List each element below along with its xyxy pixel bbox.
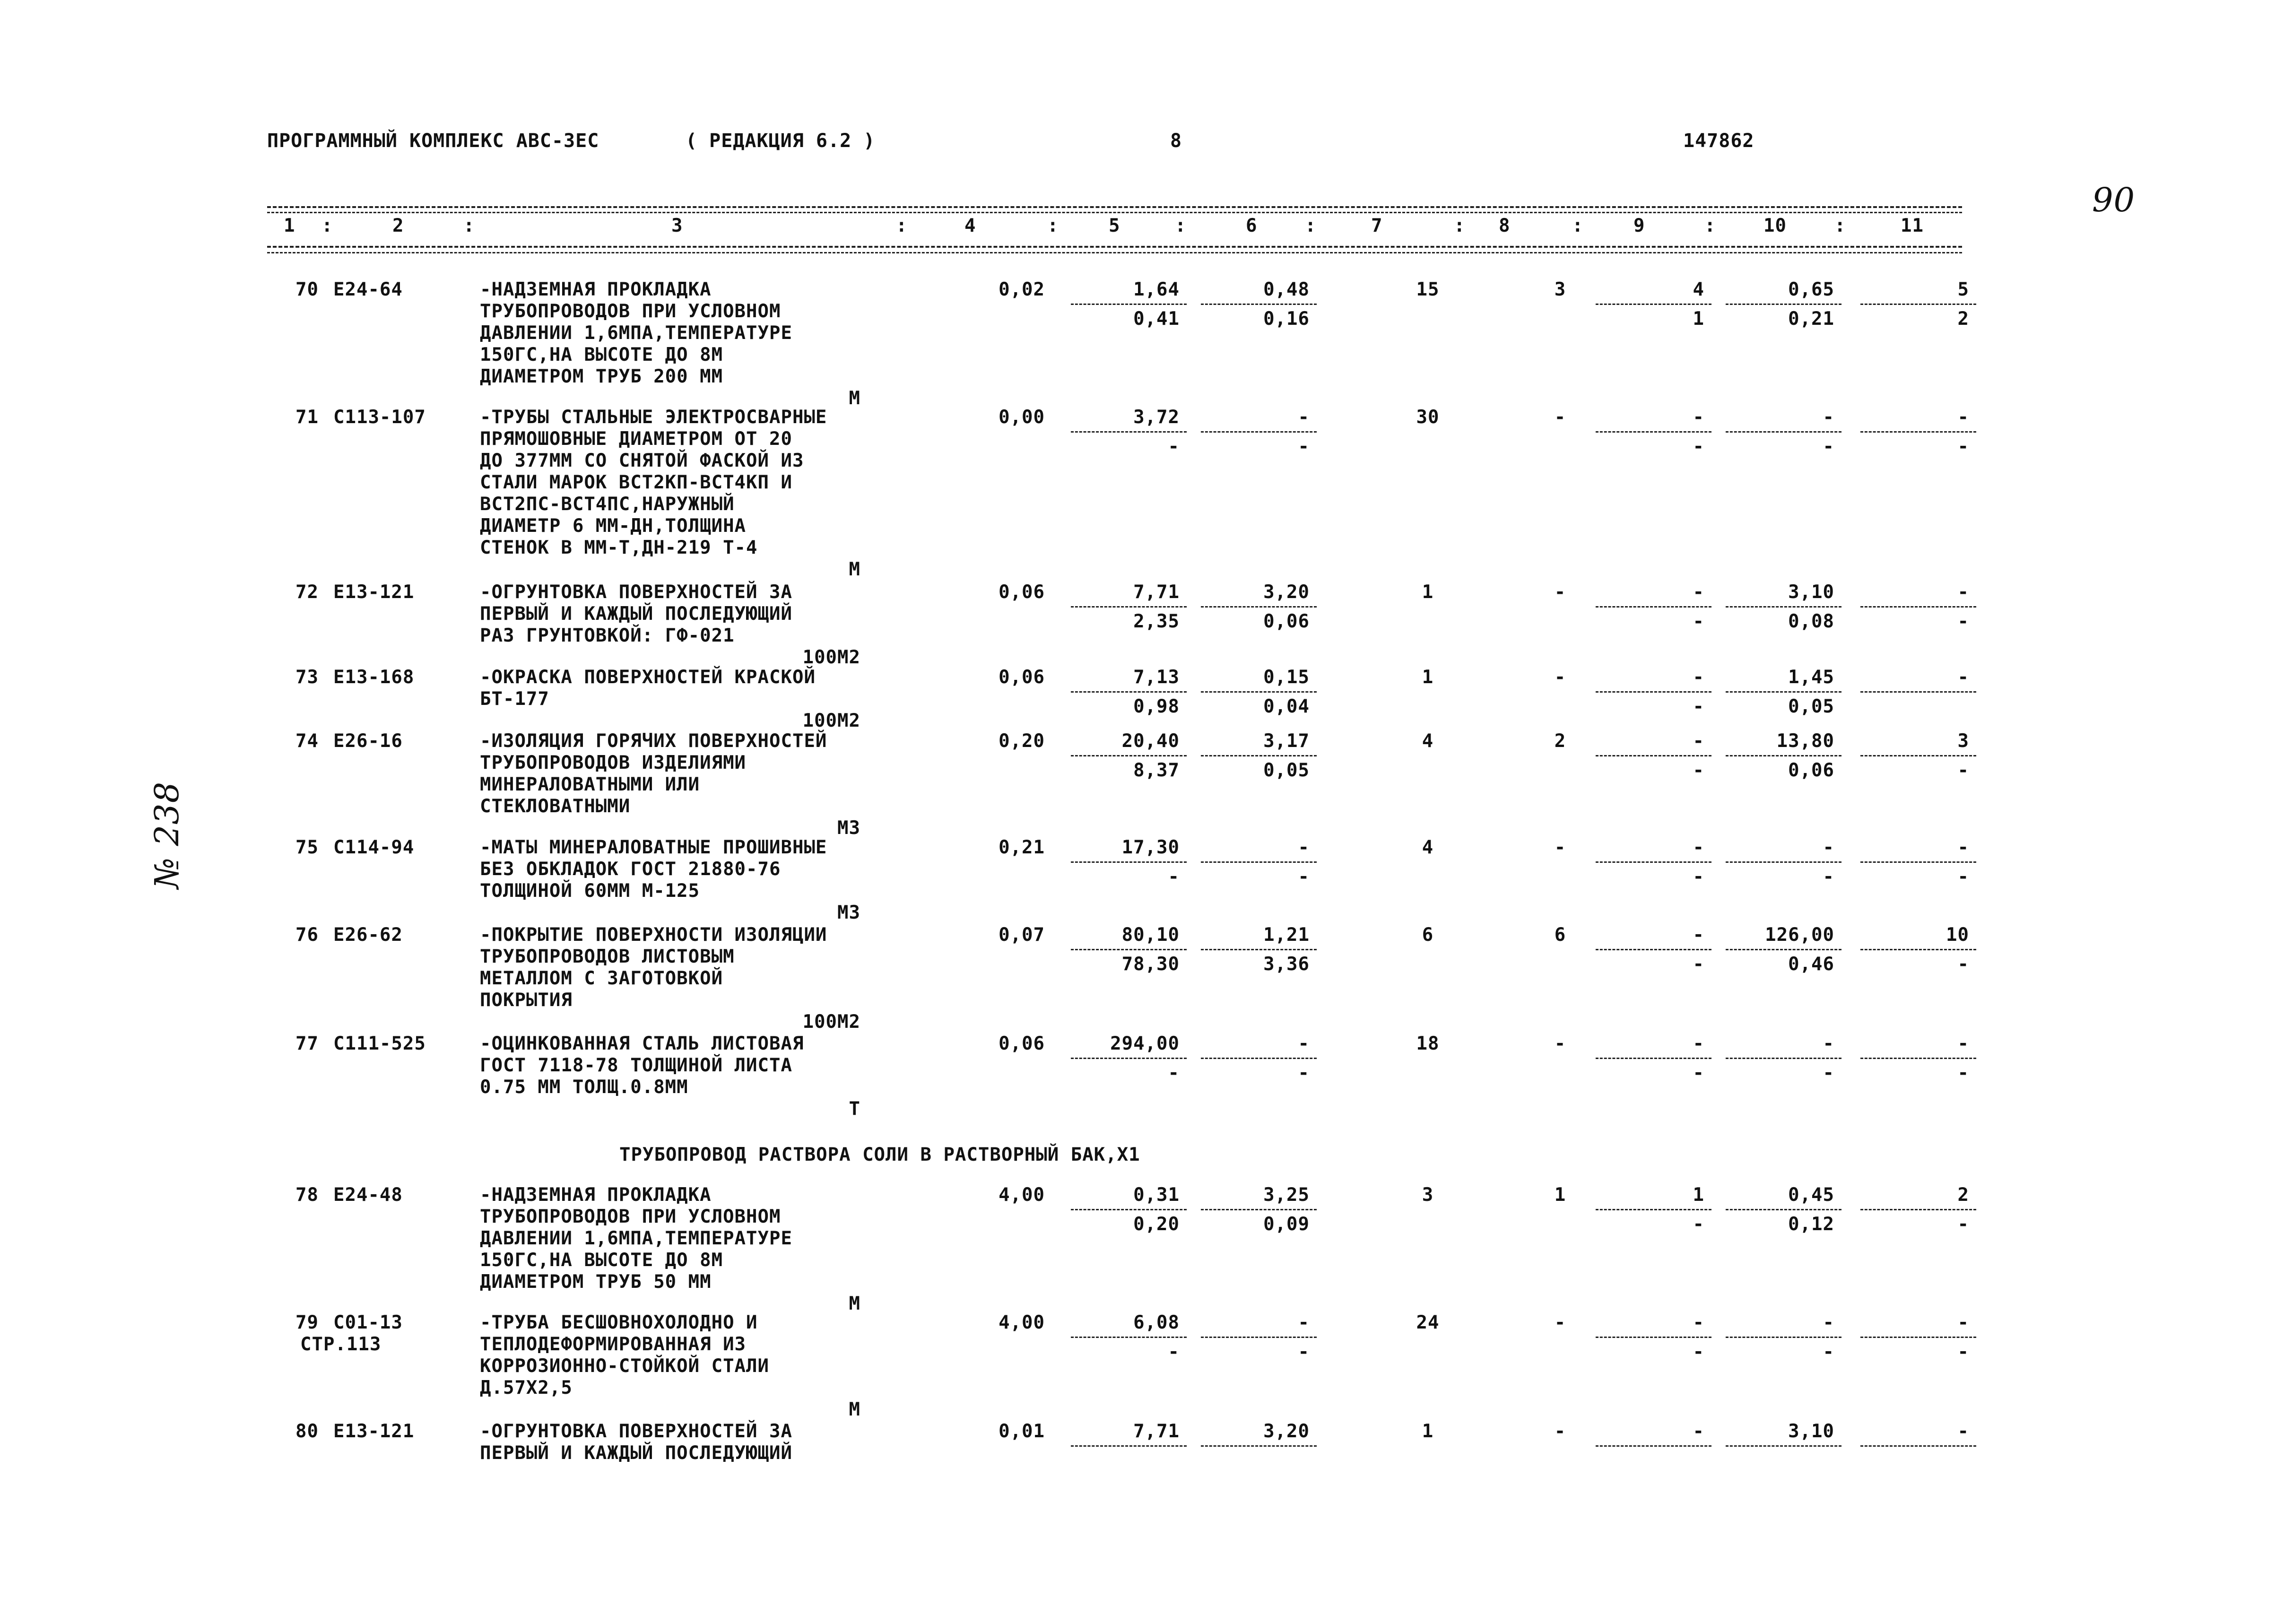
row-description-line: -МАТЫ МИНЕРАЛОВАТНЫЕ ПРОШИВНЫЕ	[480, 837, 827, 858]
row-description-line: МИНЕРАЛОВАТНЫМИ ИЛИ	[480, 774, 700, 795]
row-number: 77	[295, 1033, 319, 1054]
row-description-line: -ОЦИНКОВАННАЯ СТАЛЬ ЛИСТОВАЯ	[480, 1033, 804, 1054]
page-number: 8	[1170, 130, 1182, 152]
row-description-line: ТРУБОПРОВОДОВ ЛИСТОВЫМ	[480, 946, 735, 967]
row-description-line: ДИАМЕТРОМ ТРУБ 50 ММ	[480, 1271, 712, 1293]
row-number: 79	[295, 1312, 319, 1333]
cell-c5-top: 3,72	[1133, 407, 1180, 428]
cell-c6-bottom: -	[1298, 1062, 1310, 1084]
cell-c10-top: 3,10	[1788, 1421, 1834, 1442]
cell-c6-bottom: 0,05	[1263, 760, 1310, 781]
cell-c5-bottom: 8,37	[1133, 760, 1180, 781]
row-description-line: ТРУБОПРОВОДОВ ПРИ УСЛОВНОМ	[480, 1206, 781, 1227]
cell-c10-top: -	[1823, 1033, 1834, 1054]
cell-c5-top: 1,64	[1133, 279, 1180, 300]
cell-c11-top: 2	[1957, 1184, 1969, 1206]
cell-col4: 4,00	[999, 1312, 1045, 1333]
fraction-line	[1596, 1058, 1711, 1059]
fraction-line	[1596, 1209, 1711, 1210]
cell-c10-bottom: 0,12	[1788, 1214, 1834, 1235]
row-description-line: ДИАМЕТР 6 ММ-ДН,ТОЛЩИНА	[480, 515, 747, 537]
row-unit: 100М2	[802, 647, 860, 668]
row-description-line: РАЗ ГРУНТОВКОЙ: ГФ-021	[480, 625, 735, 646]
row-description-line: ТРУБОПРОВОДОВ ИЗДЕЛИЯМИ	[480, 752, 747, 773]
row-unit: М	[849, 388, 860, 409]
cell-c11-top: -	[1957, 1421, 1969, 1442]
cell-c9-top: -	[1693, 1312, 1704, 1333]
row-description-line: СТЕНОК В ММ-Т,ДН-219 Т-4	[480, 537, 758, 558]
table-top-rule	[267, 206, 1962, 208]
column-separator: :	[1047, 215, 1059, 236]
row-description-line: МЕТАЛЛОМ С ЗАГОТОВКОЙ	[480, 968, 723, 989]
row-description-line: -ОКРАСКА ПОВЕРХНОСТЕЙ КРАСКОЙ	[480, 667, 816, 688]
cell-c5-top: 20,40	[1121, 730, 1180, 752]
row-description-line: -НАДЗЕМНАЯ ПРОКЛАДКА	[480, 1184, 712, 1206]
row-unit: М	[849, 1399, 860, 1420]
cell-c5-top: 7,13	[1133, 667, 1180, 688]
cell-c11-bottom: -	[1957, 866, 1969, 887]
cell-c10-top: 126,00	[1765, 924, 1834, 946]
cell-c10-bottom: -	[1823, 1062, 1834, 1084]
cell-c11-top: 10	[1946, 924, 1969, 946]
fraction-line	[1201, 431, 1317, 433]
cell-c10-top: 13,80	[1776, 730, 1834, 752]
cell-c9-top: -	[1693, 582, 1704, 603]
cell-c11-bottom: -	[1957, 1062, 1969, 1084]
fraction-line	[1860, 431, 1976, 433]
program-title: ПРОГРАММНЫЙ КОМПЛЕКС АВС-ЗЕС	[267, 130, 599, 152]
row-description-line: КОРРОЗИОННО-СТОЙКОЙ СТАЛИ	[480, 1355, 769, 1377]
column-separator: :	[1175, 215, 1187, 236]
row-description-line: Д.57Х2,5	[480, 1377, 573, 1398]
column-header-6: 6	[1246, 215, 1258, 236]
fraction-line	[1860, 606, 1976, 608]
row-description-line: -ТРУБА БЕСШОВНОХОЛОДНО И	[480, 1312, 758, 1333]
cell-c10-bottom: 0,05	[1788, 696, 1834, 717]
cell-c10-top: 1,45	[1788, 667, 1834, 688]
cell-c6-bottom: 0,16	[1263, 308, 1310, 330]
row-number: 80	[295, 1421, 319, 1442]
cell-col8: -	[1554, 667, 1566, 688]
header-bottom-rule	[267, 246, 1962, 248]
row-code: Е26-62	[333, 924, 403, 946]
fraction-line	[1860, 861, 1976, 863]
fraction-line	[1071, 949, 1187, 950]
row-number: 72	[295, 582, 319, 603]
row-description-line: ДИАМЕТРОМ ТРУБ 200 ММ	[480, 366, 723, 387]
cell-c11-bottom: -	[1957, 760, 1969, 781]
cell-c11-bottom: -	[1957, 954, 1969, 975]
edition-label: ( РЕДАКЦИЯ 6.2 )	[686, 130, 876, 152]
fraction-line	[1071, 1209, 1187, 1210]
cell-col4: 0,00	[999, 407, 1045, 428]
cell-c10-bottom: 0,08	[1788, 611, 1834, 632]
cell-c9-top: -	[1693, 407, 1704, 428]
fraction-line	[1860, 1337, 1976, 1338]
row-description-line: ВСТ2ПС-ВСТ4ПС,НАРУЖНЫЙ	[480, 494, 735, 515]
row-description-line: 150ГС,НА ВЫСОТЕ ДО 8М	[480, 1250, 723, 1271]
fraction-line	[1596, 304, 1711, 305]
cell-c10-bottom: -	[1823, 436, 1834, 457]
cell-c6-top: 3,20	[1263, 1421, 1310, 1442]
cell-c10-top: -	[1823, 1312, 1834, 1333]
cell-c10-top: -	[1823, 407, 1834, 428]
cell-col4: 0,02	[999, 279, 1045, 300]
cell-col4: 0,06	[999, 1033, 1045, 1054]
row-description-line: ПЕРВЫЙ И КАЖДЫЙ ПОСЛЕДУЮЩИЙ	[480, 1442, 792, 1464]
cell-c11-top: -	[1957, 582, 1969, 603]
fraction-line	[1071, 861, 1187, 863]
column-separator: :	[1704, 215, 1716, 236]
row-description-line: -ПОКРЫТИЕ ПОВЕРХНОСТИ ИЗОЛЯЦИИ	[480, 924, 827, 946]
cell-c6-top: 3,20	[1263, 582, 1310, 603]
row-description-line: ДО 377ММ СО СНЯТОЙ ФАСКОЙ ИЗ	[480, 450, 804, 471]
fraction-line	[1860, 1209, 1976, 1210]
row-code: Е24-64	[333, 279, 403, 300]
row-description-line: СТЕКЛОВАТНЫМИ	[480, 796, 631, 817]
column-header-2: 2	[392, 215, 404, 236]
cell-c9-bottom: -	[1693, 760, 1704, 781]
row-code: Е13-121	[333, 1421, 415, 1442]
cell-c6-top: 3,17	[1263, 730, 1310, 752]
row-number: 74	[295, 730, 319, 752]
cell-c9-bottom: -	[1693, 1062, 1704, 1084]
row-number: 76	[295, 924, 319, 946]
fraction-line	[1596, 431, 1711, 433]
fraction-line	[1071, 691, 1187, 693]
cell-c6-top: 3,25	[1263, 1184, 1310, 1206]
cell-c5-bottom: 78,30	[1121, 954, 1180, 975]
cell-col8: 3	[1554, 279, 1566, 300]
cell-col4: 0,06	[999, 667, 1045, 688]
row-number: 73	[295, 667, 319, 688]
row-unit: М	[849, 1293, 860, 1314]
row-description-line: -ТРУБЫ СТАЛЬНЫЕ ЭЛЕКТРОСВАРНЫЕ	[480, 407, 827, 428]
row-code: Е13-121	[333, 582, 415, 603]
fraction-line	[1596, 691, 1711, 693]
row-number: 78	[295, 1184, 319, 1206]
column-header-4: 4	[964, 215, 976, 236]
cell-c10-top: 0,65	[1788, 279, 1834, 300]
cell-c5-top: 80,10	[1121, 924, 1180, 946]
row-code: Е13-168	[333, 667, 415, 688]
column-separator: :	[1454, 215, 1466, 236]
row-description-line: ДАВЛЕНИИ 1,6МПА,ТЕМПЕРАТУРЕ	[480, 322, 792, 344]
fraction-line	[1201, 755, 1317, 756]
cell-c9-bottom: -	[1693, 954, 1704, 975]
cell-c10-bottom: -	[1823, 866, 1834, 887]
row-description-line: 0.75 ММ ТОЛЩ.0.8ММ	[480, 1077, 688, 1098]
cell-c6-top: -	[1298, 407, 1310, 428]
row-description-line: 150ГС,НА ВЫСОТЕ ДО 8М	[480, 344, 723, 365]
fraction-line	[1726, 606, 1841, 608]
fraction-line	[1201, 304, 1317, 305]
cell-c5-top: 7,71	[1133, 1421, 1180, 1442]
column-separator: :	[463, 215, 475, 236]
column-separator: :	[321, 215, 333, 236]
row-description-line: -НАДЗЕМНАЯ ПРОКЛАДКА	[480, 279, 712, 300]
cell-c5-bottom: 0,20	[1133, 1214, 1180, 1235]
fraction-line	[1201, 691, 1317, 693]
cell-col8: -	[1554, 1312, 1566, 1333]
column-header-9: 9	[1633, 215, 1645, 236]
row-description-line: ТРУБОПРОВОДОВ ПРИ УСЛОВНОМ	[480, 301, 781, 322]
row-unit: 100М2	[802, 1011, 860, 1033]
cell-c9-top: -	[1693, 1421, 1704, 1442]
column-header-7: 7	[1371, 215, 1383, 236]
cell-c11-bottom: 2	[1957, 308, 1969, 330]
cell-col8: 2	[1554, 730, 1566, 752]
cell-c5-bottom: -	[1168, 1062, 1180, 1084]
cell-col7: 1	[1422, 1421, 1434, 1442]
cell-col7: 3	[1422, 1184, 1434, 1206]
cell-c5-bottom: -	[1168, 1341, 1180, 1363]
cell-c9-top: -	[1693, 837, 1704, 858]
cell-c11-top: -	[1957, 837, 1969, 858]
column-separator: :	[1572, 215, 1584, 236]
cell-col7: 18	[1416, 1033, 1440, 1054]
column-separator: :	[1305, 215, 1317, 236]
fraction-line	[1596, 606, 1711, 608]
row-unit: Т	[849, 1098, 860, 1120]
row-description-line: ПЕРВЫЙ И КАЖДЫЙ ПОСЛЕДУЮЩИЙ	[480, 603, 792, 625]
row-number: 75	[295, 837, 319, 858]
fraction-line	[1596, 1445, 1711, 1447]
cell-col8: -	[1554, 1033, 1566, 1054]
fraction-line	[1860, 755, 1976, 756]
column-header-8: 8	[1499, 215, 1511, 236]
cell-c6-bottom: -	[1298, 866, 1310, 887]
cell-col4: 0,01	[999, 1421, 1045, 1442]
row-code: С114-94	[333, 837, 415, 858]
cell-c10-top: 3,10	[1788, 582, 1834, 603]
fraction-line	[1596, 755, 1711, 756]
cell-col7: 15	[1416, 279, 1440, 300]
cell-c10-bottom: 0,46	[1788, 954, 1834, 975]
table-top-rule-2	[267, 212, 1962, 213]
cell-col8: 6	[1554, 924, 1566, 946]
fraction-line	[1860, 1058, 1976, 1059]
cell-c9-bottom: -	[1693, 1341, 1704, 1363]
cell-c9-bottom: -	[1693, 611, 1704, 632]
fraction-line	[1860, 691, 1976, 693]
row-description-line: БТ-177	[480, 688, 549, 710]
fraction-line	[1726, 304, 1841, 305]
row-code: Е26-16	[333, 730, 403, 752]
cell-col8: -	[1554, 837, 1566, 858]
cell-c5-top: 0,31	[1133, 1184, 1180, 1206]
sheet-number: 90	[2092, 181, 2136, 219]
fraction-line	[1071, 606, 1187, 608]
fraction-line	[1071, 304, 1187, 305]
cell-c11-bottom: -	[1957, 611, 1969, 632]
fraction-line	[1201, 1209, 1317, 1210]
cell-c9-bottom: -	[1693, 866, 1704, 887]
cell-c9-top: 1	[1693, 1184, 1704, 1206]
cell-c6-bottom: -	[1298, 436, 1310, 457]
header-bottom-rule-2	[267, 252, 1962, 253]
cell-c5-bottom: -	[1168, 436, 1180, 457]
cell-c11-top: -	[1957, 1312, 1969, 1333]
cell-col4: 4,00	[999, 1184, 1045, 1206]
cell-c5-top: 17,30	[1121, 837, 1180, 858]
cell-c9-top: -	[1693, 667, 1704, 688]
row-description-line: ДАВЛЕНИИ 1,6МПА,ТЕМПЕРАТУРЕ	[480, 1228, 792, 1249]
column-header-5: 5	[1109, 215, 1120, 236]
fraction-line	[1071, 755, 1187, 756]
fraction-line	[1726, 1058, 1841, 1059]
cell-c10-bottom: -	[1823, 1341, 1834, 1363]
fraction-line	[1201, 861, 1317, 863]
row-code-secondary: СТР.113	[300, 1334, 382, 1355]
cell-c6-top: 0,48	[1263, 279, 1310, 300]
cell-c9-bottom: -	[1693, 1214, 1704, 1235]
row-number: 70	[295, 279, 319, 300]
cell-c11-top: -	[1957, 407, 1969, 428]
fraction-line	[1201, 1058, 1317, 1059]
cell-col7: 1	[1422, 667, 1434, 688]
cell-c6-top: 0,15	[1263, 667, 1310, 688]
fraction-line	[1071, 1058, 1187, 1059]
row-description-line: ПОКРЫТИЯ	[480, 990, 573, 1011]
cell-col7: 1	[1422, 582, 1434, 603]
cell-c6-bottom: 3,36	[1263, 954, 1310, 975]
fraction-line	[1726, 431, 1841, 433]
cell-c10-bottom: 0,21	[1788, 308, 1834, 330]
cell-c11-top: -	[1957, 1033, 1969, 1054]
cell-c9-top: -	[1693, 1033, 1704, 1054]
row-description-line: ПРЯМОШОВНЫЕ ДИАМЕТРОМ ОТ 20	[480, 428, 792, 450]
fraction-line	[1201, 1445, 1317, 1447]
cell-col7: 6	[1422, 924, 1434, 946]
cell-col7: 30	[1416, 407, 1440, 428]
cell-c9-bottom: -	[1693, 436, 1704, 457]
row-description-line: БЕЗ ОБКЛАДОК ГОСТ 21880-76	[480, 859, 781, 880]
row-description-line: ТЕПЛОДЕФОРМИРОВАННАЯ ИЗ	[480, 1334, 747, 1355]
row-description-line: -ИЗОЛЯЦИЯ ГОРЯЧИХ ПОВЕРХНОСТЕЙ	[480, 730, 827, 752]
cell-c11-bottom: -	[1957, 1214, 1969, 1235]
cell-c6-top: 1,21	[1263, 924, 1310, 946]
cell-c11-top: 3	[1957, 730, 1969, 752]
cell-c5-bottom: 0,98	[1133, 696, 1180, 717]
column-separator: :	[1834, 215, 1846, 236]
cell-c11-bottom: -	[1957, 436, 1969, 457]
row-code: С113-107	[333, 407, 426, 428]
fraction-line	[1201, 1337, 1317, 1338]
section-heading: ТРУБОПРОВОД РАСТВОРА СОЛИ В РАСТВОРНЫЙ БАК,Х1	[619, 1144, 1140, 1165]
column-header-10: 10	[1763, 215, 1787, 236]
fraction-line	[1726, 691, 1841, 693]
cell-c6-bottom: -	[1298, 1341, 1310, 1363]
cell-col8: 1	[1554, 1184, 1566, 1206]
cell-col8: -	[1554, 1421, 1566, 1442]
fraction-line	[1071, 1445, 1187, 1447]
cell-c6-top: -	[1298, 837, 1310, 858]
cell-c6-bottom: 0,04	[1263, 696, 1310, 717]
fraction-line	[1726, 861, 1841, 863]
column-separator: :	[896, 215, 908, 236]
cell-c10-top: -	[1823, 837, 1834, 858]
fraction-line	[1596, 861, 1711, 863]
fraction-line	[1201, 606, 1317, 608]
column-header-3: 3	[671, 215, 683, 236]
cell-col4: 0,06	[999, 582, 1045, 603]
cell-c11-top: 5	[1957, 279, 1969, 300]
row-unit: М	[849, 559, 860, 580]
column-header-1: 1	[284, 215, 295, 236]
document-code: 147862	[1683, 130, 1754, 152]
row-code: С111-525	[333, 1033, 426, 1054]
row-number: 71	[295, 407, 319, 428]
cell-col4: 0,07	[999, 924, 1045, 946]
row-description-line: -ОГРУНТОВКА ПОВЕРХНОСТЕЙ ЗА	[480, 1421, 792, 1442]
fraction-line	[1596, 949, 1711, 950]
cell-col4: 0,20	[999, 730, 1045, 752]
fraction-line	[1726, 755, 1841, 756]
cell-c10-bottom: 0,06	[1788, 760, 1834, 781]
cell-c6-bottom: 0,06	[1263, 611, 1310, 632]
fraction-line	[1726, 949, 1841, 950]
row-code: С01-13	[333, 1312, 403, 1333]
row-description-line: ГОСТ 7118-78 ТОЛЩИНОЙ ЛИСТА	[480, 1055, 792, 1076]
fraction-line	[1726, 1445, 1841, 1447]
cell-c11-top: -	[1957, 667, 1969, 688]
fraction-line	[1201, 949, 1317, 950]
cell-col7: 4	[1422, 730, 1434, 752]
column-header-11: 11	[1901, 215, 1924, 236]
cell-c6-top: -	[1298, 1033, 1310, 1054]
cell-c11-bottom: -	[1957, 1341, 1969, 1363]
row-unit: М3	[837, 817, 860, 839]
cell-c9-top: -	[1693, 730, 1704, 752]
fraction-line	[1860, 304, 1976, 305]
fraction-line	[1726, 1337, 1841, 1338]
cell-c10-top: 0,45	[1788, 1184, 1834, 1206]
cell-c5-top: 6,08	[1133, 1312, 1180, 1333]
side-note: № 238	[148, 781, 186, 889]
cell-col8: -	[1554, 407, 1566, 428]
cell-col4: 0,21	[999, 837, 1045, 858]
cell-c5-top: 294,00	[1110, 1033, 1180, 1054]
cell-c6-bottom: 0,09	[1263, 1214, 1310, 1235]
fraction-line	[1860, 949, 1976, 950]
fraction-line	[1860, 1445, 1976, 1447]
cell-c9-top: -	[1693, 924, 1704, 946]
fraction-line	[1071, 1337, 1187, 1338]
row-description-line: ТОЛЩИНОЙ 60ММ М-125	[480, 880, 700, 902]
row-code: Е24-48	[333, 1184, 403, 1206]
fraction-line	[1726, 1209, 1841, 1210]
cell-c5-bottom: -	[1168, 866, 1180, 887]
fraction-line	[1596, 1337, 1711, 1338]
cell-c5-top: 7,71	[1133, 582, 1180, 603]
row-description-line: СТАЛИ МАРОК ВСТ2КП-ВСТ4КП И	[480, 472, 792, 493]
cell-col8: -	[1554, 582, 1566, 603]
cell-col7: 4	[1422, 837, 1434, 858]
cell-c5-bottom: 0,41	[1133, 308, 1180, 330]
cell-c9-top: 4	[1693, 279, 1704, 300]
cell-c9-bottom: 1	[1693, 308, 1704, 330]
cell-c6-top: -	[1298, 1312, 1310, 1333]
cell-col7: 24	[1416, 1312, 1440, 1333]
row-unit: 100М2	[802, 710, 860, 731]
row-description-line: -ОГРУНТОВКА ПОВЕРХНОСТЕЙ ЗА	[480, 582, 792, 603]
cell-c9-bottom: -	[1693, 696, 1704, 717]
cell-c5-bottom: 2,35	[1133, 611, 1180, 632]
row-unit: М3	[837, 902, 860, 923]
fraction-line	[1071, 431, 1187, 433]
